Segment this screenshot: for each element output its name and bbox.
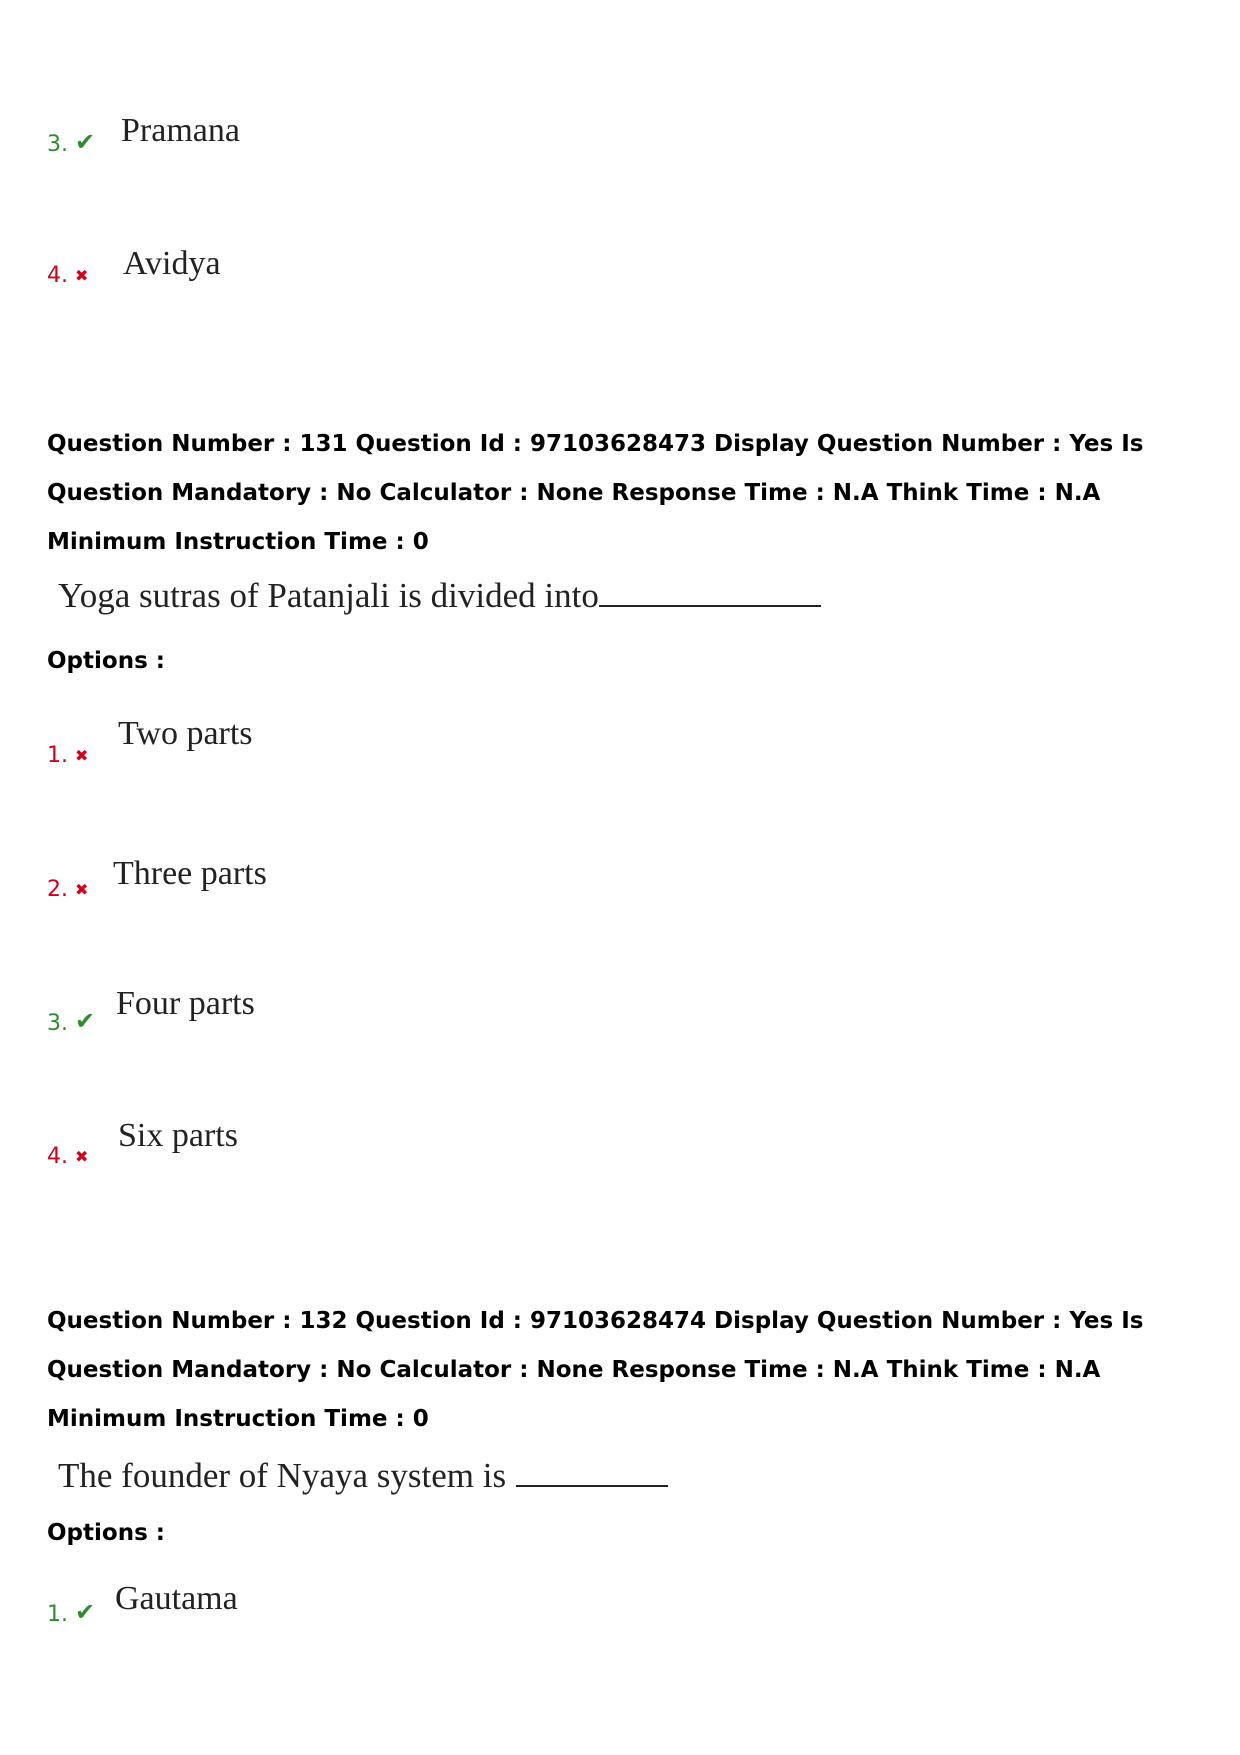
check-icon: ✔ — [75, 128, 96, 156]
question-text-132 — [58, 1455, 668, 1496]
options-label: Options : — [47, 1520, 165, 1546]
option-number: 4. — [47, 263, 68, 288]
option-number: 2. — [47, 877, 68, 902]
option-text: Four parts — [116, 985, 255, 1022]
option-text: Avidya — [123, 245, 221, 282]
options-label: Options : — [47, 648, 165, 674]
answer-blank — [516, 1455, 668, 1487]
cross-icon: ✖ — [75, 880, 89, 899]
option-text: Two parts — [118, 715, 253, 752]
option-text: Pramana — [121, 112, 240, 149]
option-text: Three parts — [113, 855, 267, 892]
check-icon: ✔ — [75, 1007, 96, 1035]
question-meta-131: Question Number : 131 Question Id : 97103628473 Display Question Number : Yes Is Question Mandatory : No Calculator : None Response Time : N.A Think Time : N.A Minimum Instruction Time : 0 — [47, 431, 1144, 555]
answer-blank — [599, 575, 821, 607]
option-text: Six parts — [118, 1117, 238, 1154]
option-number: 1. — [47, 743, 68, 768]
question-stem: The founder of Nyaya system is — [58, 1456, 507, 1495]
question-stem: Yoga sutras of Patanjali is divided into — [58, 576, 599, 615]
check-icon: ✔ — [75, 1598, 96, 1626]
option-number: 3. — [47, 1011, 68, 1036]
cross-icon: ✖ — [75, 266, 89, 285]
option-number: 4. — [47, 1144, 68, 1169]
option-text: Gautama — [115, 1580, 238, 1617]
cross-icon: ✖ — [75, 746, 89, 765]
cross-icon: ✖ — [75, 1147, 89, 1166]
question-meta-132: Question Number : 132 Question Id : 97103628474 Display Question Number : Yes Is Question Mandatory : No Calculator : None Response Time : N.A Think Time : N.A Minimum Instruction Time : 0 — [47, 1308, 1144, 1432]
option-number: 1. — [47, 1602, 68, 1627]
question-text-131 — [58, 575, 821, 616]
option-number: 3. — [47, 132, 68, 157]
